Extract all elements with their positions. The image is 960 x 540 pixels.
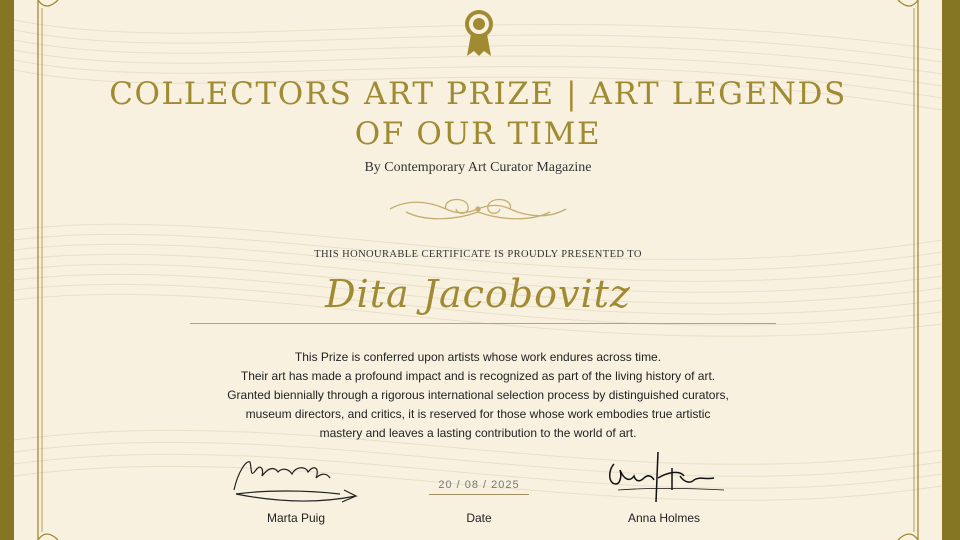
scroll-flourish-icon (386, 192, 570, 226)
date-underline (429, 494, 529, 495)
body-line: Their art has made a profound impact and is recognized as part of the living history of art. (240, 369, 716, 383)
award-ribbon-icon (461, 8, 497, 58)
title-line-2: OF OUR TIME (354, 116, 602, 152)
body-line: This Prize is conferred upon artists whose work endures across time. (294, 350, 662, 364)
presented-to-label: THIS HONOURABLE CERTIFICATE IS PROUDLY PRESENTED TO (314, 249, 642, 260)
signer-name-left: Marta Puig (266, 511, 326, 525)
certificate-title (94, 74, 862, 154)
body-line: museum directors, and critics, it is reserved for those whose work embodies true artistic (245, 407, 711, 421)
signature-block-right (584, 450, 744, 530)
body-line: Granted biennially through a rigorous international selection process by distinguished curators, (227, 388, 729, 402)
certificate-paper (14, 0, 942, 540)
date-value: 20 / 08 / 2025 (438, 479, 520, 491)
signature-marta-puig (216, 450, 376, 510)
signature-block-left (216, 450, 376, 530)
date-label: Date (466, 511, 492, 525)
recipient-underline (190, 323, 776, 324)
title-line-1: COLLECTORS ART PRIZE | ART LEGENDS (109, 76, 847, 112)
recipient-name: Dita Jacobovitz (325, 272, 631, 316)
publisher-subtitle: By Contemporary Art Curator Magazine (364, 160, 592, 175)
certificate-body (164, 348, 792, 443)
body-line: mastery and leaves a lasting contribution to the world of art. (319, 426, 637, 440)
signature-anna-holmes (584, 450, 744, 510)
signature-block-date (399, 450, 559, 530)
signer-name-right: Anna Holmes (627, 511, 701, 525)
